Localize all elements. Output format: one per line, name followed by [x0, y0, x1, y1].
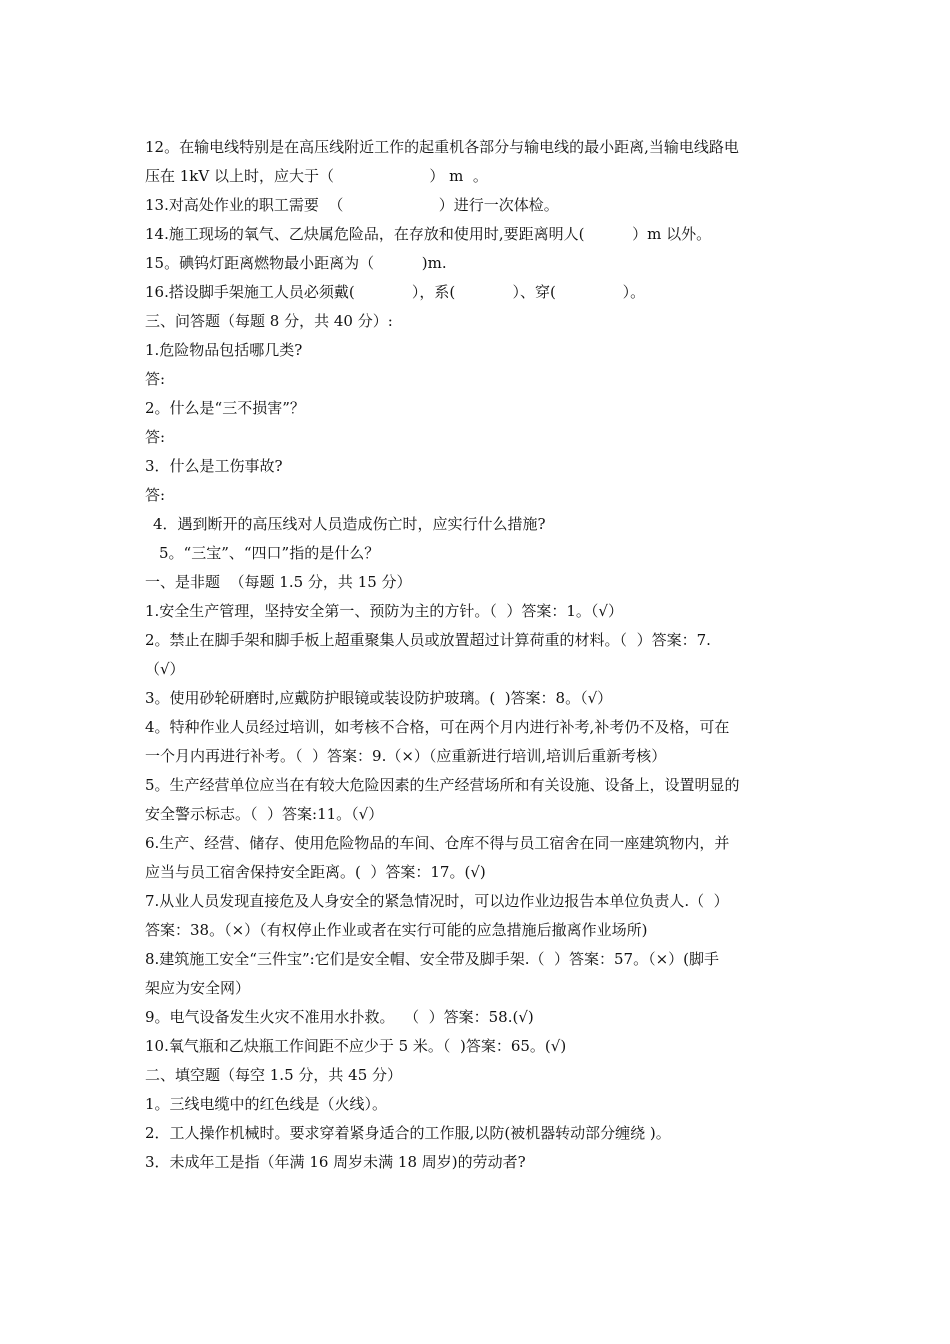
- question-12-line-1: 12。在输电线特别是在高压线附近工作的起重机各部分与输电线的最小距离,当输电线路电: [145, 138, 739, 156]
- question-12-line-2: 压在 1kV 以上时，应大于（ ） m 。: [145, 167, 488, 185]
- tf-item-5-line-1: 5。生产经营单位应当在有较大危险因素的生产经营场所和有关设施、设备上，设置明显的: [145, 776, 740, 794]
- tf-item-6-line-2: 应当与员工宿舍保持安全距离。( ）答案：17。(√): [145, 863, 486, 881]
- tf-item-5-line-2: 安全警示标志。（ ）答案:11。（√）: [145, 805, 384, 823]
- document-body: [145, 133, 810, 1177]
- qa-question-3: 3．什么是工伤事故?: [145, 457, 283, 475]
- section-heading-qa: 三、问答题（每题 8 分，共 40 分）:: [145, 312, 393, 330]
- tf-item-2-line-2: （√）: [145, 660, 185, 678]
- fill-item-1: 1。三线电缆中的红色线是（火线）。: [145, 1095, 388, 1113]
- tf-item-7-line-1: 7.从业人员发现直接危及人身安全的紧急情况时，可以边作业边报告本单位负责人.（ ）: [145, 892, 729, 910]
- question-16: 16.搭设脚手架施工人员必须戴( ），系( ）、穿( ）。: [145, 283, 646, 301]
- fill-item-3: 3．未成年工是指（年满 16 周岁未满 18 周岁)的劳动者?: [145, 1153, 526, 1171]
- tf-item-6-line-1: 6.生产、经营、储存、使用危险物品的车间、仓库不得与员工宿舍在同一座建筑物内，并: [145, 834, 730, 852]
- question-14: 14.施工现场的氧气、乙炔属危险品，在存放和使用时,要距离明人( ）m 以外。: [145, 225, 712, 243]
- tf-item-1: 1.安全生产管理，坚持安全第一、预防为主的方针。（ ）答案：1。（√）: [145, 602, 623, 620]
- qa-question-2: 2。什么是“三不损害”？: [145, 399, 305, 417]
- tf-item-7-line-2: 答案：38。（×）（有权停止作业或者在实行可能的应急措施后撤离作业场所): [145, 921, 648, 939]
- tf-item-8-line-1: 8.建筑施工安全“三件宝”:它们是安全帽、安全带及脚手架.（ ）答案：57。（×）(脚手: [145, 950, 720, 968]
- tf-item-2-line-1: 2。禁止在脚手架和脚手板上超重聚集人员或放置超过计算荷重的材料。（ ）答案：7.: [145, 631, 711, 649]
- fill-item-2: 2．工人操作机械时。要求穿着紧身适合的工作服,以防(被机器转动部分缠绕 )。: [145, 1124, 671, 1142]
- section-heading-true-false: 一、是非题 （每题 1.5 分，共 15 分）: [145, 573, 412, 591]
- qa-answer-1: 答:: [145, 370, 166, 388]
- qa-question-5: 5。“三宝”、“四口”指的是什么？: [159, 544, 380, 562]
- question-15: 15。碘钨灯距离燃物最小距离为（ )m.: [145, 254, 447, 272]
- qa-answer-2: 答:: [145, 428, 166, 446]
- tf-item-4-line-2: 一个月内再进行补考。（ ）答案：9.（×）（应重新进行培训,培训后重新考核）: [145, 747, 667, 765]
- qa-question-1: 1.危险物品包括哪几类?: [145, 341, 303, 359]
- tf-item-3: 3。使用砂轮研磨时,应戴防护眼镜或装设防护玻璃。( )答案：8。（√）: [145, 689, 613, 707]
- tf-item-9: 9。电气设备发生火灾不准用水扑救。 （ ）答案：58.(√): [145, 1008, 534, 1026]
- qa-answer-3: 答:: [145, 486, 166, 504]
- tf-item-4-line-1: 4。特种作业人员经过培训，如考核不合格，可在两个月内进行补考,补考仍不及格，可在: [145, 718, 730, 736]
- tf-item-10: 10.氧气瓶和乙炔瓶工作间距不应少于 5 米。（ )答案：65。(√): [145, 1037, 567, 1055]
- question-13: 13.对高处作业的职工需要 （ ）进行一次体检。: [145, 196, 559, 214]
- section-heading-fill-blank: 二、填空题（每空 1.5 分，共 45 分）: [145, 1066, 403, 1084]
- qa-question-4: 4．遇到断开的高压线对人员造成伤亡时，应实行什么措施?: [153, 515, 546, 533]
- tf-item-8-line-2: 架应为安全网）: [145, 979, 251, 997]
